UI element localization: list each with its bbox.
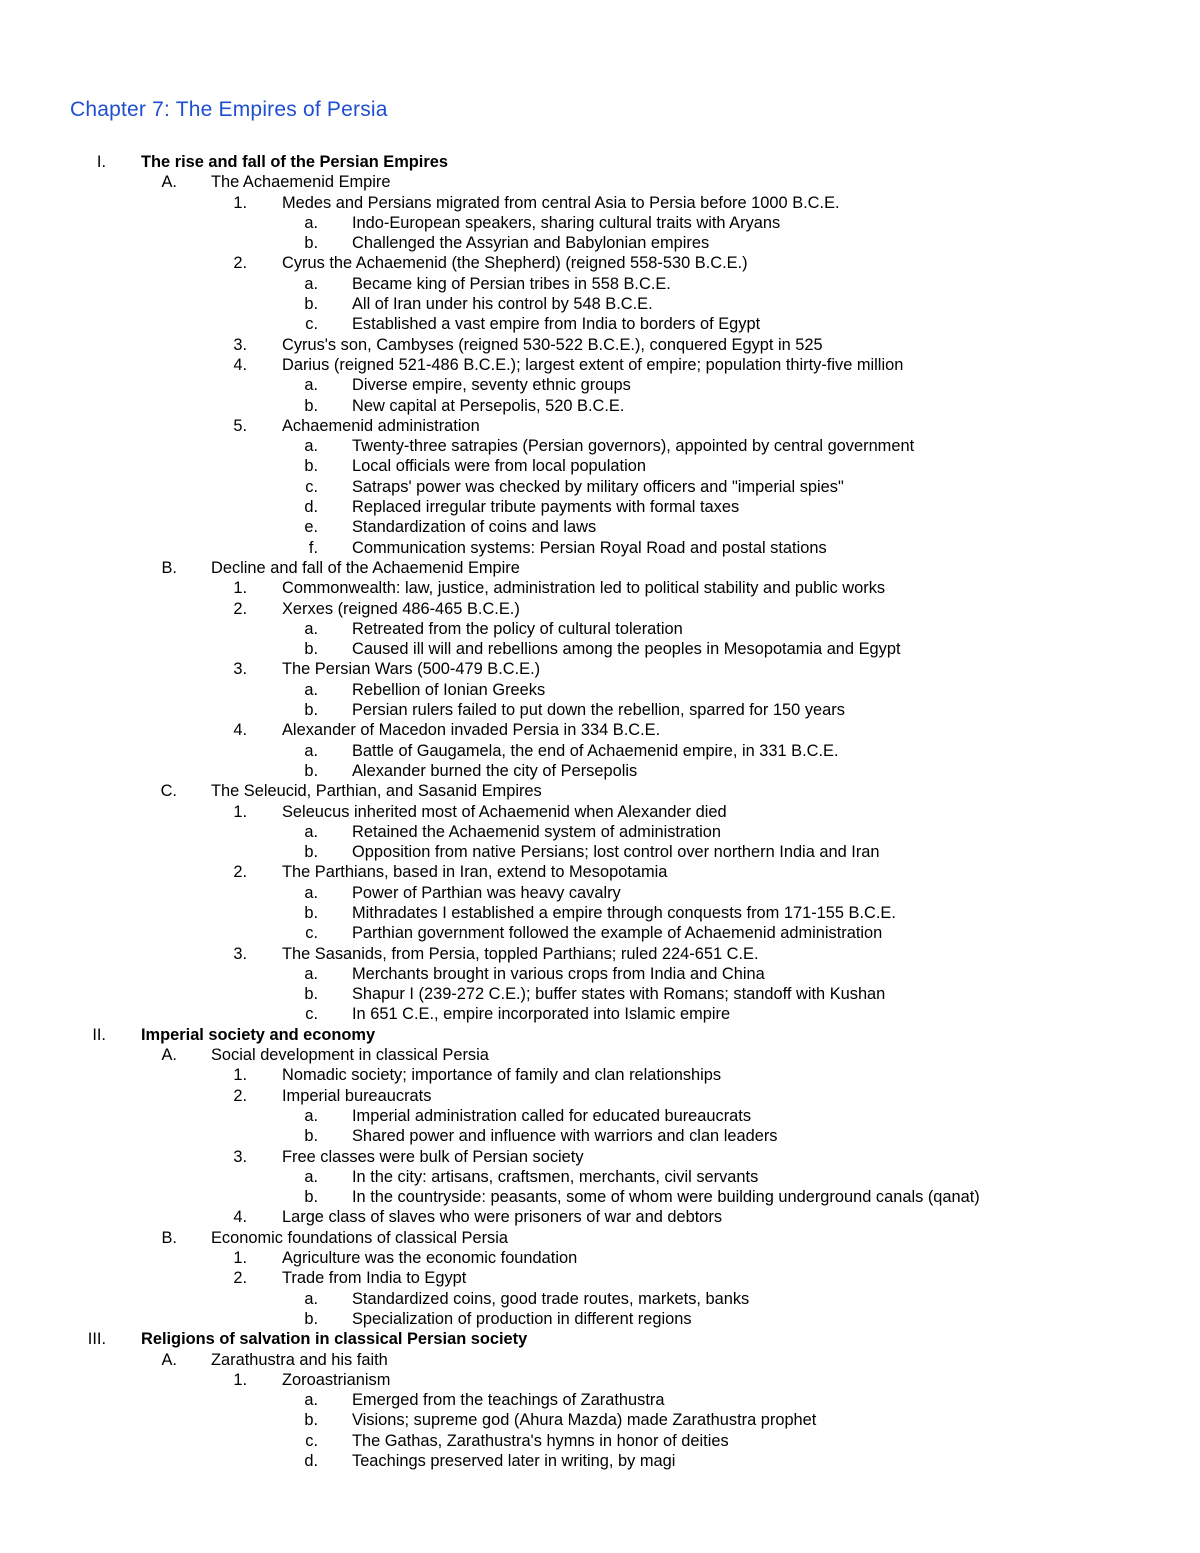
outline-marker: B.	[161, 1228, 177, 1247]
outline-marker: 1.	[233, 193, 247, 212]
outline-text: Agriculture was the economic foundation	[282, 1249, 578, 1268]
outline-text: Xerxes (reigned 486-465 B.C.E.)	[282, 599, 520, 618]
outline-item-level-3	[0, 193, 1200, 213]
outline-item-level-4	[0, 375, 1200, 395]
outline-item-level-4	[0, 1167, 1200, 1187]
outline-item-level-2	[0, 1228, 1200, 1248]
outline-text: The Sasanids, from Persia, toppled Parthians; ruled 224-651 C.E.	[282, 944, 759, 963]
outline-text: Large class of slaves who were prisoners of war and debtors	[282, 1208, 723, 1227]
outline-marker: b.	[304, 1411, 318, 1430]
outline-text: Battle of Gaugamela, the end of Achaemenid empire, in 331 B.C.E.	[352, 741, 839, 760]
outline-text: Opposition from native Persians; lost control over northern India and Iran	[352, 843, 880, 862]
outline-item-level-4	[0, 1126, 1200, 1146]
outline-text: Retained the Achaemenid system of administration	[352, 822, 721, 841]
outline-marker: a.	[304, 741, 318, 760]
outline-marker: A.	[161, 173, 177, 192]
outline-item-level-3	[0, 862, 1200, 882]
outline-item-level-4	[0, 314, 1200, 334]
outline-text: Commonwealth: law, justice, administration led to political stability and public works	[282, 579, 886, 598]
outline-text: The Achaemenid Empire	[211, 173, 391, 192]
outline-marker: 2.	[233, 254, 247, 273]
outline-item-level-4	[0, 1187, 1200, 1207]
outline-text: Decline and fall of the Achaemenid Empire	[211, 558, 520, 577]
outline-item-level-4	[0, 822, 1200, 842]
outline-marker: c.	[305, 315, 318, 334]
outline-item-level-4	[0, 1410, 1200, 1430]
outline-text: Established a vast empire from India to borders of Egypt	[352, 315, 761, 334]
outline-text: Alexander burned the city of Persepolis	[352, 761, 638, 780]
outline-item-level-3	[0, 1065, 1200, 1085]
outline-item-level-4	[0, 1451, 1200, 1471]
outline-item-level-4	[0, 639, 1200, 659]
outline-text: Mithradates I established a empire through conquests from 171-155 B.C.E.	[352, 903, 896, 922]
outline-item-level-3	[0, 335, 1200, 355]
outline-text: All of Iran under his control by 548 B.C.E.	[352, 295, 653, 314]
outline-item-level-3	[0, 253, 1200, 273]
outline-item-level-3	[0, 1086, 1200, 1106]
outline-item-level-3	[0, 416, 1200, 436]
outline-text: Twenty-three satrapies (Persian governors), appointed by central government	[352, 437, 915, 456]
outline-text: Indo-European speakers, sharing cultural traits with Aryans	[352, 213, 781, 232]
outline-item-level-4	[0, 964, 1200, 984]
outline-marker: 4.	[233, 355, 247, 374]
outline-text: Challenged the Assyrian and Babylonian empires	[352, 234, 710, 253]
outline-item-level-1	[0, 1329, 1200, 1349]
outline-item-level-4	[0, 1004, 1200, 1024]
outline-text: Emerged from the teachings of Zarathustra	[352, 1391, 665, 1410]
outline-text: Seleucus inherited most of Achaemenid when Alexander died	[282, 802, 727, 821]
outline-text: Zarathustra and his faith	[211, 1350, 388, 1369]
outline-item-level-4	[0, 517, 1200, 537]
outline-marker: e.	[304, 518, 318, 537]
outline-item-level-1	[0, 1025, 1200, 1045]
outline-item-level-4	[0, 456, 1200, 476]
outline-item-level-4	[0, 497, 1200, 517]
outline-marker: 3.	[233, 335, 247, 354]
outline-marker: c.	[305, 477, 318, 496]
outline-item-level-4	[0, 903, 1200, 923]
outline-marker: 1.	[233, 1066, 247, 1085]
outline-text: Power of Parthian was heavy cavalry	[352, 883, 621, 902]
outline-text: Medes and Persians migrated from central Asia to Persia before 1000 B.C.E.	[282, 193, 840, 212]
outline-item-level-4	[0, 477, 1200, 497]
outline-marker: a.	[304, 964, 318, 983]
outline-item-level-3	[0, 944, 1200, 964]
outline-marker: b.	[304, 640, 318, 659]
outline-text: Nomadic society; importance of family and clan relationships	[282, 1066, 722, 1085]
outline-marker: 1.	[233, 1249, 247, 1268]
outline-text: Retreated from the policy of cultural toleration	[352, 619, 683, 638]
outline-marker: C.	[160, 782, 177, 801]
outline-text: Visions; supreme god (Ahura Mazda) made Zarathustra prophet	[352, 1411, 817, 1430]
outline-text: Caused ill will and rebellions among the peoples in Mesopotamia and Egypt	[352, 640, 901, 659]
outline-marker: 1.	[233, 579, 247, 598]
outline-text: Trade from India to Egypt	[282, 1269, 467, 1288]
outline-text: Zoroastrianism	[282, 1370, 391, 1389]
outline-marker: a.	[304, 437, 318, 456]
outline-marker: b.	[304, 701, 318, 720]
outline-item-level-3	[0, 1268, 1200, 1288]
outline-text: Persian rulers failed to put down the rebellion, sparred for 150 years	[352, 701, 845, 720]
outline-item-level-3	[0, 355, 1200, 375]
outline-marker: b.	[304, 985, 318, 1004]
outline-item-level-4	[0, 700, 1200, 720]
outline-text: Religions of salvation in classical Persian society	[141, 1330, 528, 1349]
outline-marker: 3.	[233, 944, 247, 963]
outline-item-level-4	[0, 842, 1200, 862]
outline-text: The Parthians, based in Iran, extend to Mesopotamia	[282, 863, 668, 882]
outline-text: Teachings preserved later in writing, by magi	[352, 1452, 676, 1470]
outline-text: Rebellion of Ionian Greeks	[352, 680, 546, 699]
outline-item-level-3	[0, 599, 1200, 619]
outline-item-level-4	[0, 274, 1200, 294]
outline-text: Standardized coins, good trade routes, markets, banks	[352, 1289, 750, 1308]
outline-item-level-4	[0, 923, 1200, 943]
outline-item-level-2	[0, 172, 1200, 192]
outline-text: Shapur I (239-272 C.E.); buffer states with Romans; standoff with Kushan	[352, 985, 886, 1004]
outline-text: The Persian Wars (500-479 B.C.E.)	[282, 660, 541, 679]
outline-marker: a.	[304, 619, 318, 638]
outline-marker: a.	[304, 1106, 318, 1125]
outline-text: Satraps' power was checked by military officers and "imperial spies"	[352, 477, 844, 496]
outline-text: Imperial bureaucrats	[282, 1086, 432, 1105]
outline-text: In the countryside: peasants, some of whom were building underground canals (qanat)	[352, 1188, 980, 1207]
outline-item-level-4	[0, 619, 1200, 639]
outline-item-level-1	[0, 152, 1200, 172]
outline-item-level-3	[0, 659, 1200, 679]
outline-item-level-3	[0, 1370, 1200, 1390]
outline-marker: a.	[304, 213, 318, 232]
outline-item-level-2	[0, 558, 1200, 578]
outline-marker: 1.	[233, 1370, 247, 1389]
outline-item-level-4	[0, 436, 1200, 456]
outline-text: Replaced irregular tribute payments with formal taxes	[352, 498, 740, 517]
outline-item-level-4	[0, 1431, 1200, 1451]
outline-marker: a.	[304, 1391, 318, 1410]
outline-text: Diverse empire, seventy ethnic groups	[352, 376, 631, 395]
outline-marker: 2.	[233, 863, 247, 882]
outline-marker: c.	[305, 1005, 318, 1024]
outline-item-level-4	[0, 213, 1200, 233]
outline-item-level-4	[0, 741, 1200, 761]
outline-text: Imperial administration called for educated bureaucrats	[352, 1106, 752, 1125]
outline-item-level-4	[0, 1390, 1200, 1410]
outline-marker: 1.	[233, 802, 247, 821]
outline-marker: II.	[92, 1025, 106, 1044]
outline-text: In 651 C.E., empire incorporated into Islamic empire	[352, 1005, 731, 1024]
outline-item-level-3	[0, 802, 1200, 822]
outline-text: The rise and fall of the Persian Empires	[141, 153, 448, 171]
outline-text: Merchants brought in various crops from India and China	[352, 964, 765, 983]
outline-marker: 2.	[233, 1086, 247, 1105]
outline-text: Cyrus's son, Cambyses (reigned 530-522 B.C.E.), conquered Egypt in 525	[282, 335, 823, 354]
outline-item-level-4	[0, 1309, 1200, 1329]
page-title: Chapter 7: The Empires of Persia	[70, 98, 388, 121]
outline-item-level-4	[0, 396, 1200, 416]
outline-text: Economic foundations of classical Persia	[211, 1228, 509, 1247]
outline-marker: A.	[161, 1350, 177, 1369]
outline-item-level-2	[0, 1045, 1200, 1065]
outline-marker: 4.	[233, 1208, 247, 1227]
outline-marker: a.	[304, 883, 318, 902]
outline-text: In the city: artisans, craftsmen, merchants, civil servants	[352, 1167, 759, 1186]
outline-marker: 5.	[233, 416, 247, 435]
outline-marker: a.	[304, 1289, 318, 1308]
outline-marker: b.	[304, 903, 318, 922]
outline-marker: 3.	[233, 1147, 247, 1166]
outline-item-level-4	[0, 233, 1200, 253]
outline-item-level-3	[0, 578, 1200, 598]
outline-marker: b.	[304, 761, 318, 780]
outline-marker: b.	[304, 1309, 318, 1328]
outline-marker: b.	[304, 1188, 318, 1207]
outline-marker: c.	[305, 1431, 318, 1450]
outline-marker: A.	[161, 1046, 177, 1065]
outline-text: The Seleucid, Parthian, and Sasanid Empires	[211, 782, 542, 801]
outline-marker: b.	[304, 396, 318, 415]
outline-text: Cyrus the Achaemenid (the Shepherd) (reigned 558-530 B.C.E.)	[282, 254, 748, 273]
outline-marker: f.	[308, 538, 318, 557]
outline-text: Parthian government followed the example of Achaemenid administration	[352, 924, 883, 943]
outline-text: Shared power and influence with warriors and clan leaders	[352, 1127, 778, 1146]
outline-marker: a.	[304, 1167, 318, 1186]
outline-item-level-4	[0, 984, 1200, 1004]
outline-marker: d.	[304, 498, 318, 517]
outline-marker: b.	[304, 457, 318, 476]
outline-text: Achaemenid administration	[282, 416, 480, 435]
outline-text: Social development in classical Persia	[211, 1046, 489, 1065]
outline-marker: a.	[304, 376, 318, 395]
outline-item-level-3	[0, 720, 1200, 740]
outline-item-level-4	[0, 538, 1200, 558]
outline-text: Free classes were bulk of Persian society	[282, 1147, 584, 1166]
outline-marker: d.	[304, 1452, 318, 1470]
outline-text: The Gathas, Zarathustra's hymns in honor of deities	[352, 1431, 729, 1450]
outline-text: New capital at Persepolis, 520 B.C.E.	[352, 396, 625, 415]
outline-marker: b.	[304, 295, 318, 314]
outline-marker: a.	[304, 274, 318, 293]
outline-item-level-4	[0, 1106, 1200, 1126]
outline-text: Local officials were from local population	[352, 457, 646, 476]
outline-marker: III.	[87, 1330, 106, 1349]
outline-marker: B.	[161, 558, 177, 577]
outline-marker: b.	[304, 843, 318, 862]
outline-item-level-4	[0, 294, 1200, 314]
outline-item-level-3	[0, 1207, 1200, 1227]
outline	[0, 152, 1200, 1471]
outline-text: Alexander of Macedon invaded Persia in 334 B.C.E.	[282, 721, 661, 740]
outline-item-level-4	[0, 1289, 1200, 1309]
outline-text: Communication systems: Persian Royal Road and postal stations	[352, 538, 827, 557]
outline-marker: 2.	[233, 599, 247, 618]
outline-item-level-2	[0, 781, 1200, 801]
outline-marker: 2.	[233, 1269, 247, 1288]
outline-item-level-4	[0, 680, 1200, 700]
outline-marker: b.	[304, 1127, 318, 1146]
outline-marker: c.	[305, 924, 318, 943]
outline-marker: a.	[304, 822, 318, 841]
outline-item-level-3	[0, 1147, 1200, 1167]
outline-text: Became king of Persian tribes in 558 B.C.E.	[352, 274, 671, 293]
outline-marker: I.	[96, 153, 106, 171]
outline-item-level-4	[0, 761, 1200, 781]
outline-item-level-4	[0, 883, 1200, 903]
outline-text: Darius (reigned 521-486 B.C.E.); largest extent of empire; population thirty-five million	[282, 355, 904, 374]
outline-item-level-3	[0, 1248, 1200, 1268]
outline-marker: 4.	[233, 721, 247, 740]
outline-marker: b.	[304, 234, 318, 253]
outline-marker: 3.	[233, 660, 247, 679]
outline-marker: a.	[304, 680, 318, 699]
outline-text: Specialization of production in different regions	[352, 1309, 692, 1328]
outline-item-level-2	[0, 1350, 1200, 1370]
outline-text: Standardization of coins and laws	[352, 518, 597, 537]
outline-text: Imperial society and economy	[141, 1025, 376, 1044]
